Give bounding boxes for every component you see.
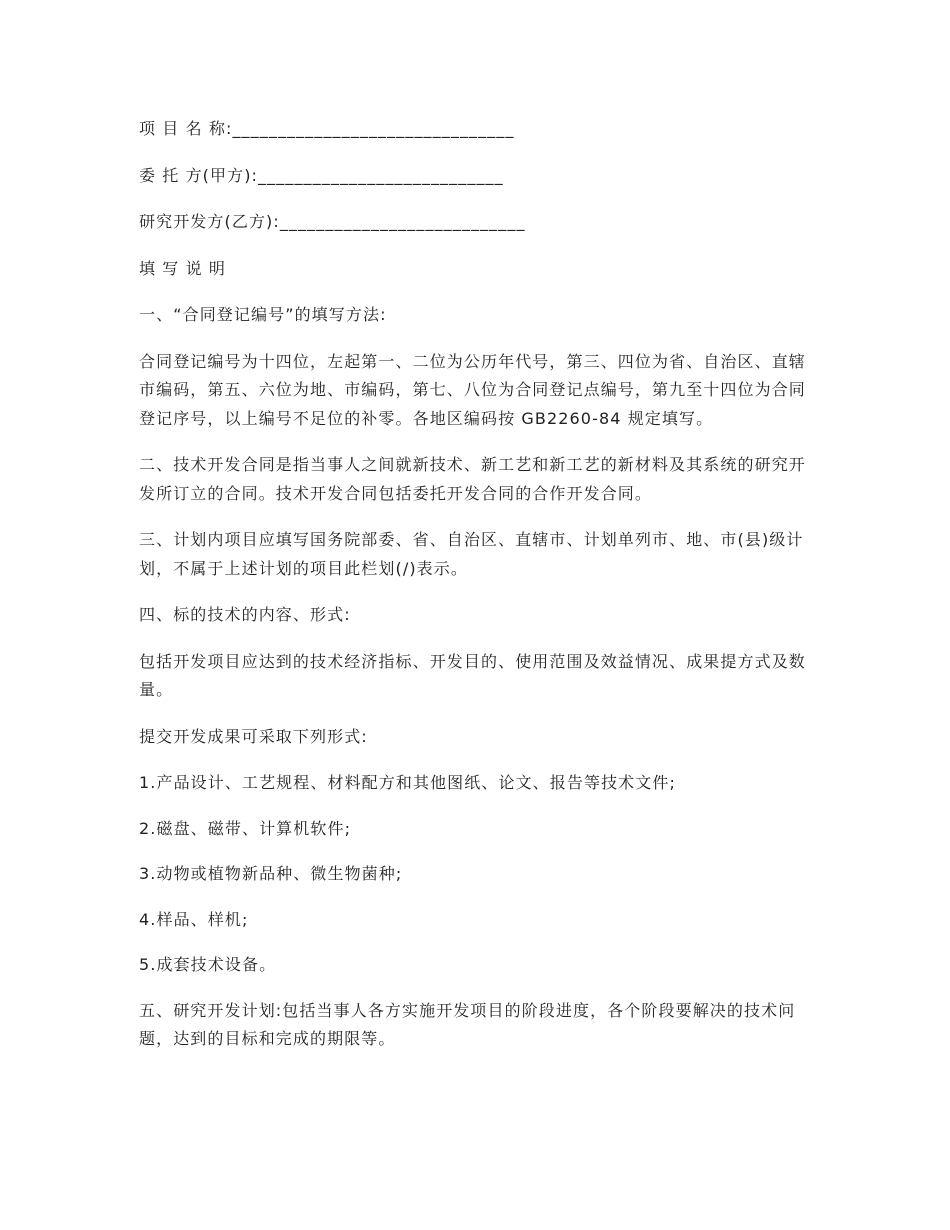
section-4-heading: 四、标的技术的内容、形式: (139, 605, 351, 624)
document-body (139, 115, 809, 1072)
section-5-paragraph: 五、研究开发计划:包括当事人各方实施开发项目的阶段进度，各个阶段要解决的技术问题，达到的目标和完成的期限等。 (139, 1000, 796, 1048)
section-4-body: 包括开发项目应达到的技术经济指标、开发目的、使用范围及效益情况、成果提方式及数量。 (139, 651, 806, 699)
instructions-title: 填 写 说 明 (139, 258, 226, 278)
form-item-1: 1.产品设计、工艺规程、材料配方和其他图纸、论文、报告等技术文件; (139, 773, 676, 792)
form-item-5: 5.成套技术设备。 (139, 955, 277, 974)
section-3-paragraph: 三、计划内项目应填写国务院部委、省、自治区、直辖市、计划单列市、地、市(县)级计划，不属于上述计划的项目此栏划(/)表示。 (139, 530, 804, 578)
project-name-line: 项 目 名 称:_______________________________ (139, 119, 515, 138)
form-item-2: 2.磁盘、磁带、计算机软件; (139, 818, 352, 838)
forms-intro: 提交开发成果可采取下列形式: (139, 726, 368, 746)
form-item-4: 4.样品、样机; (139, 909, 249, 929)
section-1-body: 合同登记编号为十四位，左起第一、二位为公历年代号，第三、四位为省、自治区、直辖市编码，第五、六位为地、市编码，第七、八位为合同登记点编号，第九至十四位为合同登记序号，以上编号不足位的补零。各地区编码按 GB2260-84 规定填写。 (139, 351, 806, 428)
form-item-3: 3.动物或植物新品种、微生物菌种; (139, 864, 403, 883)
section-1-heading: 一、“合同登记编号”的填写方法: (139, 305, 387, 324)
client-line: 委 托 方(甲方):___________________________ (139, 165, 504, 185)
developer-line: 研究开发方(乙方):___________________________ (139, 212, 526, 231)
section-2-paragraph: 二、技术开发合同是指当事人之间就新技术、新工艺和新工艺的新材料及其系统的研究开发所订立的合同。技术开发合同包括委托开发合同的合作开发合同。 (139, 455, 806, 503)
